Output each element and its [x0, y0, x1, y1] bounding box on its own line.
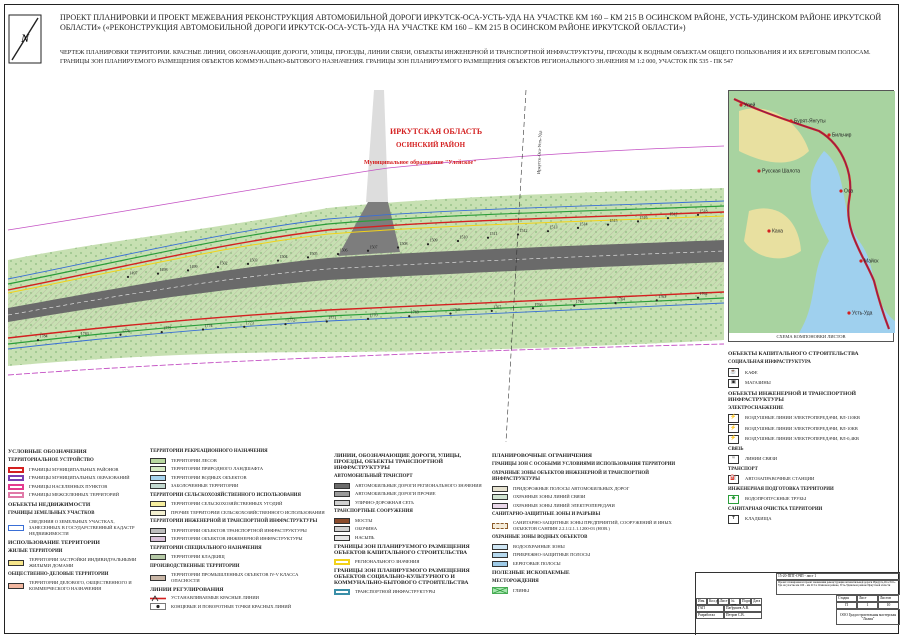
- red-line-point: [157, 273, 159, 275]
- minimap-place-label: Русская Шалота: [762, 168, 800, 175]
- legend-sec-territorial: ТЕРРИТОРИАЛЬНОЕ УСТРОЙСТВО: [8, 458, 94, 463]
- point-label: 1503: [249, 257, 258, 263]
- legend-item-red-lines: УСТАНАВЛИВАЕМЫЕ КРАСНЫЕ ЛИНИИ: [150, 595, 328, 602]
- red-line-point: [656, 299, 658, 301]
- legend-roads-item-1: [334, 491, 484, 498]
- legend-sec-protective: ОХРАННЫЕ ЗОНЫ ОБЪЕКТОВ ИНЖЕНЕРНОЙ И ТРАНСПОРТНОЙ ИНФРАСТРУКТУРЫ: [492, 471, 650, 482]
- legend-water-item-1: [492, 552, 688, 559]
- legend-water-item-2: [492, 560, 688, 567]
- legend-label: ОХРАННЫЕ ЗОНЫ ЛИНИЙ СВЯЗИ: [513, 494, 586, 499]
- red-line-point: [217, 266, 219, 268]
- legend-sec-capital: ОБЪЕКТЫ КАПИТАЛЬНОГО СТРОИТЕЛЬСТВА: [728, 351, 859, 357]
- stamp-header-cell: Подп.: [742, 599, 751, 603]
- legend-item-culverts: ◆ ВОДОПРОПУСКНЫЕ ТРУБЫ: [728, 495, 896, 504]
- stamp-stage-value: 10: [878, 602, 899, 609]
- point-label: 1506: [339, 247, 348, 253]
- legend-swatch: [492, 503, 508, 509]
- legend-sec-recreation: ТЕРРИТОРИИ РЕКРЕАЦИОННОГО НАЗНАЧЕНИЯ: [150, 449, 268, 454]
- legend-item-fuel: ⛽ АВТОЗАПРАВОЧНЫЕ СТАНЦИИ: [728, 475, 896, 484]
- legend-sec-sanitary: САНИТАРНО-ЗАЩИТНЫЕ ЗОНЫ И РАЗРЫВЫ: [492, 512, 601, 517]
- point-label: 1770: [369, 312, 378, 318]
- legend-sec-eng-infra: ОБЪЕКТЫ ИНЖЕНЕРНОЙ И ТРАНСПОРТНОЙ ИНФРАСТРУКТУРЫ: [728, 390, 857, 403]
- legend-label: ГРАНИЦЫ МУНИЦИПАЛЬНЫХ ОБРАЗОВАНИЙ: [29, 475, 130, 480]
- stamp-role-2: Разработал: [696, 612, 724, 619]
- legend-label: АВТОМОБИЛЬНЫЕ ДОРОГИ ПРОЧИЕ: [355, 491, 436, 496]
- legend-structures-item-1: [334, 526, 484, 533]
- red-line-point: [573, 305, 575, 307]
- minimap-label: СХЕМА КОМПОНОВКИ ЛИСТОВ: [776, 334, 846, 339]
- red-line-point: [427, 243, 429, 245]
- legend-roads-item-2: [334, 499, 484, 506]
- red-line-point: [307, 256, 309, 258]
- legend-title: УСЛОВНЫЕ ОБОЗНАЧЕНИЯ: [8, 449, 87, 455]
- stamp-name-2: Петров С.В.: [724, 612, 762, 619]
- stamp-header-cell: Кол.уч.: [709, 599, 721, 603]
- legend-sec-realestate: ОБЪЕКТЫ НЕДВИЖИМОСТИ: [8, 501, 91, 508]
- red-line-point: [547, 230, 549, 232]
- red-line-point: [457, 240, 459, 242]
- legend-label: ПРОЧИЕ ТЕРРИТОРИИ СЕЛЬСКОХОЗЯЙСТВЕННОГО ИСПОЛЬЗОВАНИЯ: [171, 509, 325, 515]
- legend-right: [728, 348, 896, 525]
- point-label: 1508: [399, 241, 408, 247]
- point-label: 1767: [493, 304, 502, 310]
- power-line-04-icon: ⚡: [728, 435, 739, 444]
- stamp-stage-header: Листов: [878, 595, 899, 602]
- legend-swatch: [334, 535, 350, 541]
- legend-recreation-item-0: [150, 457, 328, 464]
- minimap-image: [729, 91, 895, 333]
- red-line-point: [326, 320, 328, 322]
- legend-item-clay: ГЛИНЫ: [492, 587, 688, 594]
- legend-sec-social-zones: ГРАНИЦЫ ЗОН ПЛАНИРУЕМОГО РАЗМЕЩЕНИЯ ОБЪЕКТОВ СОЦИАЛЬНО-КУЛЬТУРНОГО И КОММУНАЛЬНО-БЫТОВОГО СТРОИТЕЛЬСТВА: [334, 568, 470, 586]
- stamp-header-cell: Дата: [753, 599, 761, 603]
- legend-infrastructure-item-1: [150, 536, 328, 543]
- minimap-place-label: Майск: [864, 258, 879, 265]
- point-label: 1505: [309, 250, 318, 256]
- red-line-point: [697, 297, 699, 299]
- stamp-header-cell: Изм.: [698, 599, 706, 603]
- stamp-header-cell: № док.: [729, 598, 740, 605]
- legend-item-comm: ≈ ЛИНИИ СВЯЗИ: [728, 455, 896, 464]
- red-line-point: [37, 339, 39, 341]
- legend-sec-landplots: ГРАНИЦЫ ЗЕМЕЛЬНЫХ УЧАСТКОВ: [8, 510, 95, 516]
- legend-label: ЗАБОЛОЧЕННЫЕ ТЕРРИТОРИИ: [171, 483, 239, 488]
- legend-swatch: [150, 458, 166, 464]
- legend-swatch: [150, 536, 166, 542]
- legend-swatch: [8, 475, 24, 481]
- red-line-point: [667, 217, 669, 219]
- legend-mid3: [492, 450, 688, 596]
- stamp-stage-value: П: [836, 602, 857, 609]
- red-line-point: [284, 323, 286, 325]
- legend-structures-item-2: [334, 534, 484, 541]
- legend-sec-special: ТЕРРИТОРИИ СПЕЦИАЛЬНОГО НАЗНАЧЕНИЯ: [150, 545, 262, 551]
- legend-label: УЛИЧНО-ДОРОЖНАЯ СЕТЬ: [355, 499, 414, 505]
- minimap-place-label: Оса: [844, 188, 854, 195]
- fuel-station-icon: ⛽: [728, 475, 739, 484]
- point-label: 1499: [189, 263, 198, 269]
- legend-item-residential: ТЕРРИТОРИИ ЗАСТРОЙКИ ИНДИВИДУАЛЬНЫМИ ЖИЛЫМИ ДОМАМИ: [8, 557, 146, 569]
- point-label: 1772: [287, 317, 295, 323]
- red-line-point: [367, 250, 369, 252]
- legend-swatch: [150, 466, 166, 472]
- legend-item-cafe: ☕ КАФЕ: [728, 368, 896, 377]
- legend-agriculture-item-1: [150, 509, 328, 516]
- red-line-point: [532, 307, 534, 309]
- minimap-place-marker: [739, 103, 742, 106]
- legend-swatch: [492, 552, 508, 558]
- legend-sec-deposits: МЕСТОРОЖДЕНИЯ: [492, 579, 539, 584]
- legend-label: АВТОМОБИЛЬНЫЕ ДОРОГИ РЕГИОНАЛЬНОГО ЗНАЧЕНИЯ: [355, 482, 482, 488]
- legend-recreation-item-3: [150, 483, 328, 490]
- legend-label: ТЕРРИТОРИИ ОБЪЕКТОВ ТРАНСПОРТНОЙ ИНФРАСТРУКТУРЫ: [171, 527, 307, 533]
- legend-label: ТЕРРИТОРИИ ПРИРОДНОГО ЛАНДШАФТА: [171, 466, 264, 471]
- legend-item-shops: ▣ МАГАЗИНЫ: [728, 379, 896, 388]
- minimap-place-marker: [767, 229, 770, 232]
- point-label: 1775: [163, 325, 172, 331]
- legend-sec-transport: ТРАНСПОРТ: [728, 466, 758, 472]
- minimap-place-label: Бильчир: [832, 132, 852, 139]
- red-line-point: [614, 302, 616, 304]
- red-line-point: [277, 259, 279, 261]
- power-line-10-icon: ⚡: [728, 424, 739, 433]
- legend-label: ГРАНИЦЫ НАСЕЛЕННЫХ ПУНКТОВ: [29, 483, 108, 489]
- red-line-point: [243, 326, 245, 328]
- minimap-place-marker: [859, 259, 862, 262]
- legend-swatch: [150, 475, 166, 481]
- point-icon: [150, 603, 166, 610]
- legend-label: ОБОЧИНА: [355, 526, 378, 531]
- red-line-point: [491, 310, 493, 312]
- road-label: Иркутск-Оса-Усть-Уда: [536, 130, 543, 175]
- legend-sec-minerals: ПОЛЕЗНЫЕ ИСКОПАЕМЫЕ: [492, 570, 570, 576]
- legend-item-regional: РЕГИОНАЛЬНОГО ЗНАЧЕНИЯ: [334, 558, 484, 565]
- red-line-point: [78, 336, 80, 338]
- red-line-icon: [150, 595, 166, 602]
- legend-sec-eng-prep: ИНЖЕНЕРНАЯ ПОДГОТОВКА ТЕРРИТОРИИ: [728, 486, 834, 492]
- legend-swatch: [150, 483, 166, 489]
- legend-swatch: [334, 500, 350, 506]
- legend-sec-structures: ТРАНСПОРТНЫЕ СООРУЖЕНИЯ: [334, 509, 413, 514]
- red-line-point: [408, 315, 410, 317]
- stamp-stage-header: Стадия: [836, 595, 857, 602]
- legend-swatch: [150, 501, 166, 507]
- legend-label: ГРАНИЦЫ МУНИЦИПАЛЬНЫХ РАЙОНОВ: [29, 466, 119, 472]
- legend-mid1: [150, 446, 328, 612]
- legend-territorial-item-2: [8, 483, 146, 490]
- legend-industrial-item-0: [150, 572, 328, 584]
- legend-sec-auto: АВТОМОБИЛЬНЫЙ ТРАНСПОРТ: [334, 474, 413, 479]
- point-label: 1773: [245, 320, 254, 326]
- legend-label: ТЕРРИТОРИИ КЛАДБИЩ: [171, 554, 225, 559]
- point-label: 1766: [534, 301, 543, 307]
- legend-sec-social: СОЦИАЛЬНАЯ ИНФРАСТРУКТУРА: [728, 360, 811, 365]
- legend-item-red-line-points: КОНЦЕВЫЕ И ПОВОРОТНЫЕ ТОЧКИ КРАСНЫХ ЛИНИЙ: [150, 603, 328, 610]
- point-label: 1498: [159, 267, 168, 273]
- legend-swatch: [150, 575, 166, 581]
- red-line-point: [119, 334, 121, 336]
- legend-swatch: [334, 518, 350, 524]
- legend-mid2: [334, 450, 484, 597]
- point-label: 1514: [579, 221, 588, 227]
- legend-label: ТЕРРИТОРИИ ВОДНЫХ ОБЪЕКТОВ: [171, 474, 247, 480]
- power-line-110-icon: ⚡: [728, 414, 739, 423]
- sheet-subtitle: ЧЕРТЕЖ ПЛАНИРОВКИ ТЕРРИТОРИИ. КРАСНЫЕ ЛИНИИ, ОБОЗНАЧАЮЩИЕ ДОРОГИ, УЛИЦЫ, ПРОЕЗДЫ, ЛИНИИ СВЯЗИ, ОБЪЕКТЫ ИНЖЕНЕРНОЙ И ТРАНСПОРТНОЙ ИНФРАСТРУКТУРЫ, ПРОХОДЫ К ВОДНЫМ ОБЪЕКТАМ ОБЩЕГО ПОЛЬЗОВАНИЯ И ИХ БЕРЕГОВЫМ ПОЛОСАМ. ГРАНИЦЫ ЗОН ПЛАНИРУЕМОГО РАЗМЕЩЕНИЯ ОБЪЕКТОВ КОММУНАЛЬНО-БЫТОВОГО НАЗНАЧЕНИЯ. ГРАНИЦЫ ЗОН ПЛАНИРУЕМОГО РАЗМЕЩЕНИЯ ОБЪЕКТОВ РЕГИОНАЛЬНОГО ЗНАЧЕНИЯ М 1:2 000, УЧАСТОК ПК 535 - ПК 547: [60, 49, 871, 65]
- cemetery-icon: ✝: [728, 515, 739, 524]
- point-label: 1512: [519, 227, 528, 233]
- legend-label: ТЕРРИТОРИИ ПРОМЫШЛЕННЫХ ОБЪЕКТОВ IV-V КЛАССА ОПАСНОСТИ: [171, 571, 299, 583]
- legend-item-cemetery: ✝ КЛАДБИЩА: [728, 515, 896, 524]
- red-line-point: [697, 214, 699, 216]
- legend-sec-public: ОБЩЕСТВЕННО-ДЕЛОВЫЕ ТЕРРИТОРИИ: [8, 571, 109, 577]
- minimap-place-label: Бурят-Янгуты: [794, 118, 826, 125]
- stamp-code: 15-20-ППТ-ОЧП - лист 1: [776, 573, 900, 580]
- point-label: 1515: [609, 218, 618, 224]
- legend-territorial-item-3: [8, 492, 146, 499]
- point-label: 1769: [410, 309, 419, 315]
- legend-territorial-item-1: [8, 475, 146, 482]
- legend-label: ТЕРРИТОРИИ ОБЪЕКТОВ ИНЖЕНЕРНОЙ ИНФРАСТРУКТУРЫ: [171, 536, 303, 541]
- point-label: 1516: [639, 214, 648, 220]
- legend-sec-infrastructure: ТЕРРИТОРИИ ИНЖЕНЕРНОЙ И ТРАНСПОРТНОЙ ИНФРАСТРУКТУРЫ: [150, 519, 318, 524]
- main-map[interactable]: [8, 90, 724, 442]
- point-label: 1784: [39, 333, 48, 339]
- legend-sec-regulation: ЛИНИИ РЕГУЛИРОВАНИЯ: [150, 586, 224, 593]
- stamp-stage-value: 1: [857, 602, 878, 609]
- culvert-icon: ◆: [728, 495, 739, 504]
- legend-sec-power: ЭЛЕКТРОСНАБЖЕНИЕ: [728, 405, 784, 411]
- legend-recreation-item-1: [150, 466, 328, 473]
- legend-recreation-item-2: [150, 474, 328, 481]
- legend-swatch: [8, 467, 24, 473]
- legend-swatch: [150, 510, 166, 516]
- red-line-point: [187, 269, 189, 271]
- legend-left: [8, 446, 146, 593]
- red-line-point: [127, 276, 129, 278]
- minimap-place-marker: [789, 119, 792, 122]
- point-label: 1518: [699, 208, 708, 214]
- legend-label: ПРИДОРОЖНЫЕ ПОЛОСЫ АВТОМОБИЛЬНЫХ ДОРОГ: [513, 485, 630, 491]
- legend-label: МОСТЫ: [355, 517, 373, 523]
- stamp-name-1: Патрушев А.В.: [724, 605, 762, 612]
- region-label: ИРКУТСКАЯ ОБЛАСТЬ: [390, 127, 483, 136]
- legend-protective-item-2: [492, 502, 688, 509]
- point-label: 1763: [658, 293, 667, 299]
- legend-swatch: [8, 492, 24, 498]
- point-label: 1507: [369, 244, 378, 250]
- point-label: 1502: [219, 260, 228, 266]
- red-line-point: [161, 331, 163, 333]
- legend-item-transport-infra: ТРАНСПОРТНОЙ ИНФРАСТРУКТУРЫ: [334, 588, 484, 595]
- legend-sec-capital-zones: ГРАНИЦЫ ЗОН ПЛАНИРУЕМОГО РАЗМЕЩЕНИЯ ОБЪЕКТОВ КАПИТАЛЬНОГО СТРОИТЕЛЬСТВА: [334, 544, 470, 556]
- red-line-point: [577, 227, 579, 229]
- legend-swatch: [334, 526, 350, 532]
- legend-label: ОХРАННЫЕ ЗОНЫ ЛИНИЙ ЭЛЕКТРОПЕРЕДАЧИ: [513, 502, 615, 508]
- red-line-point: [367, 318, 369, 320]
- stamp-stage-header: Лист: [857, 595, 878, 602]
- legend-agriculture-item-0: [150, 501, 328, 508]
- legend-sec-roads: ЛИНИИ, ОБОЗНАЧАЮЩИЕ ДОРОГИ, УЛИЦЫ, ПРОЕЗДЫ, ОБЪЕКТЫ ТРАНСПОРТНОЙ ИНФРАСТРУКТУРЫ: [334, 453, 462, 471]
- point-label: 1513: [549, 224, 558, 230]
- legend-sec-sanitation: САНИТАРНАЯ ОЧИСТКА ТЕРРИТОРИИ: [728, 506, 823, 512]
- legend-item-sanitary: САНИТАРНО-ЗАЩИТНЫЕ ЗОНЫ ПРЕДПРИЯТИЙ, СООРУЖЕНИЙ И ИНЫХ ОБЪЕКТОВ САНПИН 2.2.1/2.1.1.1200-03 (НОВ.): [492, 520, 688, 532]
- legend-swatch: [8, 484, 24, 490]
- legend-swatch: [334, 483, 350, 489]
- legend-item-landplots: СВЕДЕНИЯ О ЗЕМЕЛЬНЫХ УЧАСТКАХ, ЗАНЕСЕННЫХ В ГОСУДАРСТВЕННЫЙ КАДАСТР НЕДВИЖИМОСТИ: [8, 519, 146, 537]
- legend-territorial-item-0: [8, 466, 146, 473]
- legend-swatch: [492, 544, 508, 550]
- legend-sec-industrial: ПРОИЗВОДСТВЕННЫЕ ТЕРРИТОРИИ: [150, 563, 240, 569]
- legend-swatch: [492, 494, 508, 500]
- legend-label: ТЕРРИТОРИИ СЕЛЬСКОХОЗЯЙСТВЕННЫХ УГОДИЙ: [171, 501, 283, 506]
- red-line-point: [637, 220, 639, 222]
- comm-line-icon: ≈: [728, 455, 739, 464]
- legend-sec-land-use: ИСПОЛЬЗОВАНИЕ ТЕРРИТОРИИ: [8, 539, 100, 546]
- north-arrow-icon: [8, 14, 42, 64]
- legend-sec-restrictions: ПЛАНИРОВОЧНЫЕ ОГРАНИЧЕНИЯ: [492, 453, 592, 459]
- legend-water-item-0: [492, 543, 688, 550]
- legend-sec-agriculture: ТЕРРИТОРИИ СЕЛЬСКОХОЗЯЙСТВЕННОГО ИСПОЛЬЗОВАНИЯ: [150, 492, 302, 498]
- point-label: 1504: [279, 254, 288, 260]
- point-label: 1783: [80, 330, 89, 336]
- point-label: 1762: [699, 291, 708, 297]
- legend-sec-water: ОХРАННЫЕ ЗОНЫ ВОДНЫХ ОБЪЕКТОВ: [492, 535, 588, 540]
- clay-icon: [492, 587, 508, 594]
- legend-label: ВОДООХРАННЫЕ ЗОНЫ: [513, 543, 565, 549]
- legend-label: ПРИБРЕЖНО-ЗАЩИТНЫЕ ПОЛОСЫ: [513, 552, 591, 557]
- stamp-org: ООО Градостроительная мастерская "Лилия": [836, 609, 900, 625]
- point-label: 1509: [429, 237, 438, 243]
- red-line-point: [607, 224, 609, 226]
- point-label: 1517: [669, 211, 678, 217]
- legend-label: БЕРЕГОВЫЕ ПОЛОСЫ: [513, 560, 561, 566]
- sheet-title: ПРОЕКТ ПЛАНИРОВКИ И ПРОЕКТ МЕЖЕВАНИЯ РЕКОНСТРУКЦИЯ АВТОМОБИЛЬНОЙ ДОРОГИ ИРКУТСК-ОСА-УСТЬ-УДА НА УЧАСТКЕ КМ 160 – КМ 215 В ОСИНСКОМ РАЙОНЕ, УСТЬ-УДИНСКОМ РАЙОНЕ ИРКУТСКОЙ ОБЛАСТИ» («РЕКОНСТРУКЦИЯ АВТОМОБИЛЬНОЙ ДОРОГИ ИРКУТСК-ОСА-УСТЬ-УДА НА УЧАСТКЕ КМ 160 – КМ 215 В ОСИНСКОМ РАЙОНЕ ИРКУТСКОЙ ОБЛАСТИ»): [60, 13, 882, 32]
- legend-label: НАСЫПЬ: [355, 534, 375, 540]
- minimap-place-label: Улей: [744, 102, 756, 109]
- legend-protective-item-1: [492, 494, 688, 501]
- stamp-role-1: ГАП: [696, 605, 724, 612]
- legend-protective-item-0: [492, 485, 688, 492]
- legend-label: ГРАНИЦЫ МЕЖСЕЛЕННЫХ ТЕРРИТОРИЙ: [29, 492, 120, 497]
- legend-swatch: [334, 491, 350, 497]
- legend-swatch: [492, 486, 508, 492]
- red-line-point: [449, 312, 451, 314]
- legend-swatch: [150, 554, 166, 560]
- legend-special-item-0: [150, 554, 328, 561]
- legend-swatch: [150, 528, 166, 534]
- minimap-place-marker: [839, 189, 842, 192]
- legend-swatch: [492, 561, 508, 567]
- legend-sec-comm: СВЯЗЬ: [728, 446, 744, 452]
- red-line-point: [202, 328, 204, 330]
- red-line-point: [487, 237, 489, 239]
- municipality-label: Муниципальное образование "Улейское": [364, 160, 477, 166]
- title-block: [695, 572, 900, 635]
- stamp-project: Проект планировки и проект межевания реконструкция автомобильной дороги Иркутск-Оса-Усть-Уда на участке км 160 – км 215 в Осинском районе, Усть-Удинском районе Иркутской области: [776, 580, 900, 595]
- legend-roads-item-0: [334, 482, 484, 489]
- point-label: 1510: [459, 234, 468, 240]
- minimap-place-marker: [827, 133, 830, 136]
- legend-item-vl110: ⚡ ВОЗДУШНЫЕ ЛИНИИ ЭЛЕКТРОПЕРЕДАЧИ, ВЛ-110КВ: [728, 414, 896, 423]
- red-line-point: [517, 233, 519, 235]
- minimap-place-marker: [847, 311, 850, 314]
- legend-structures-item-0: [334, 517, 484, 524]
- district-label: ОСИНСКИЙ РАЙОН: [396, 141, 466, 149]
- legend-infrastructure-item-0: [150, 527, 328, 534]
- point-label: 1764: [617, 296, 625, 302]
- minimap-place-marker: [757, 169, 760, 172]
- legend-item-vl04: ⚡ ВОЗДУШНЫЕ ЛИНИИ ЭЛЕКТРОПЕРЕДАЧИ, ВЛ-0,4КВ: [728, 435, 896, 444]
- point-label: 1776: [122, 328, 130, 334]
- legend-sec-special-zones: ГРАНИЦЫ ЗОН С ОСОБЫМИ УСЛОВИЯМИ ИСПОЛЬЗОВАНИЯ ТЕРРИТОРИИ: [492, 462, 676, 467]
- shop-icon: ▣: [728, 379, 739, 388]
- legend-item-vl10: ⚡ ВОЗДУШНЫЕ ЛИНИИ ЭЛЕКТРОПЕРЕДАЧИ, ВЛ-10КВ: [728, 424, 896, 433]
- minimap-place-label: Усть-Уда: [852, 310, 873, 317]
- point-label: 1768: [452, 307, 460, 313]
- sheet-layout-minimap[interactable]: [728, 90, 894, 342]
- red-line-point: [247, 263, 249, 265]
- point-label: 1497: [129, 270, 138, 276]
- red-line-point: [397, 246, 399, 248]
- point-label: 1771: [328, 315, 337, 321]
- minimap-place-label: Каха: [772, 228, 783, 235]
- legend-label: ТЕРРИТОРИИ ЛЕСОВ: [171, 457, 217, 463]
- red-line-point: [337, 253, 339, 255]
- point-label: 1774: [204, 322, 213, 328]
- stamp-header-cell: Лист: [720, 599, 728, 603]
- cafe-icon: ☕: [728, 368, 739, 377]
- point-label: 1765: [575, 299, 584, 305]
- legend-item-public: ТЕРРИТОРИИ ДЕЛОВОГО, ОБЩЕСТВЕННОГО И КОММЕРЧЕСКОГО НАЗНАЧЕНИЯ: [8, 580, 146, 592]
- north-symbol: N: [20, 31, 30, 45]
- legend-sec-residential: ЖИЛЫЕ ТЕРРИТОРИИ: [8, 548, 63, 554]
- point-label: 1511: [489, 231, 498, 237]
